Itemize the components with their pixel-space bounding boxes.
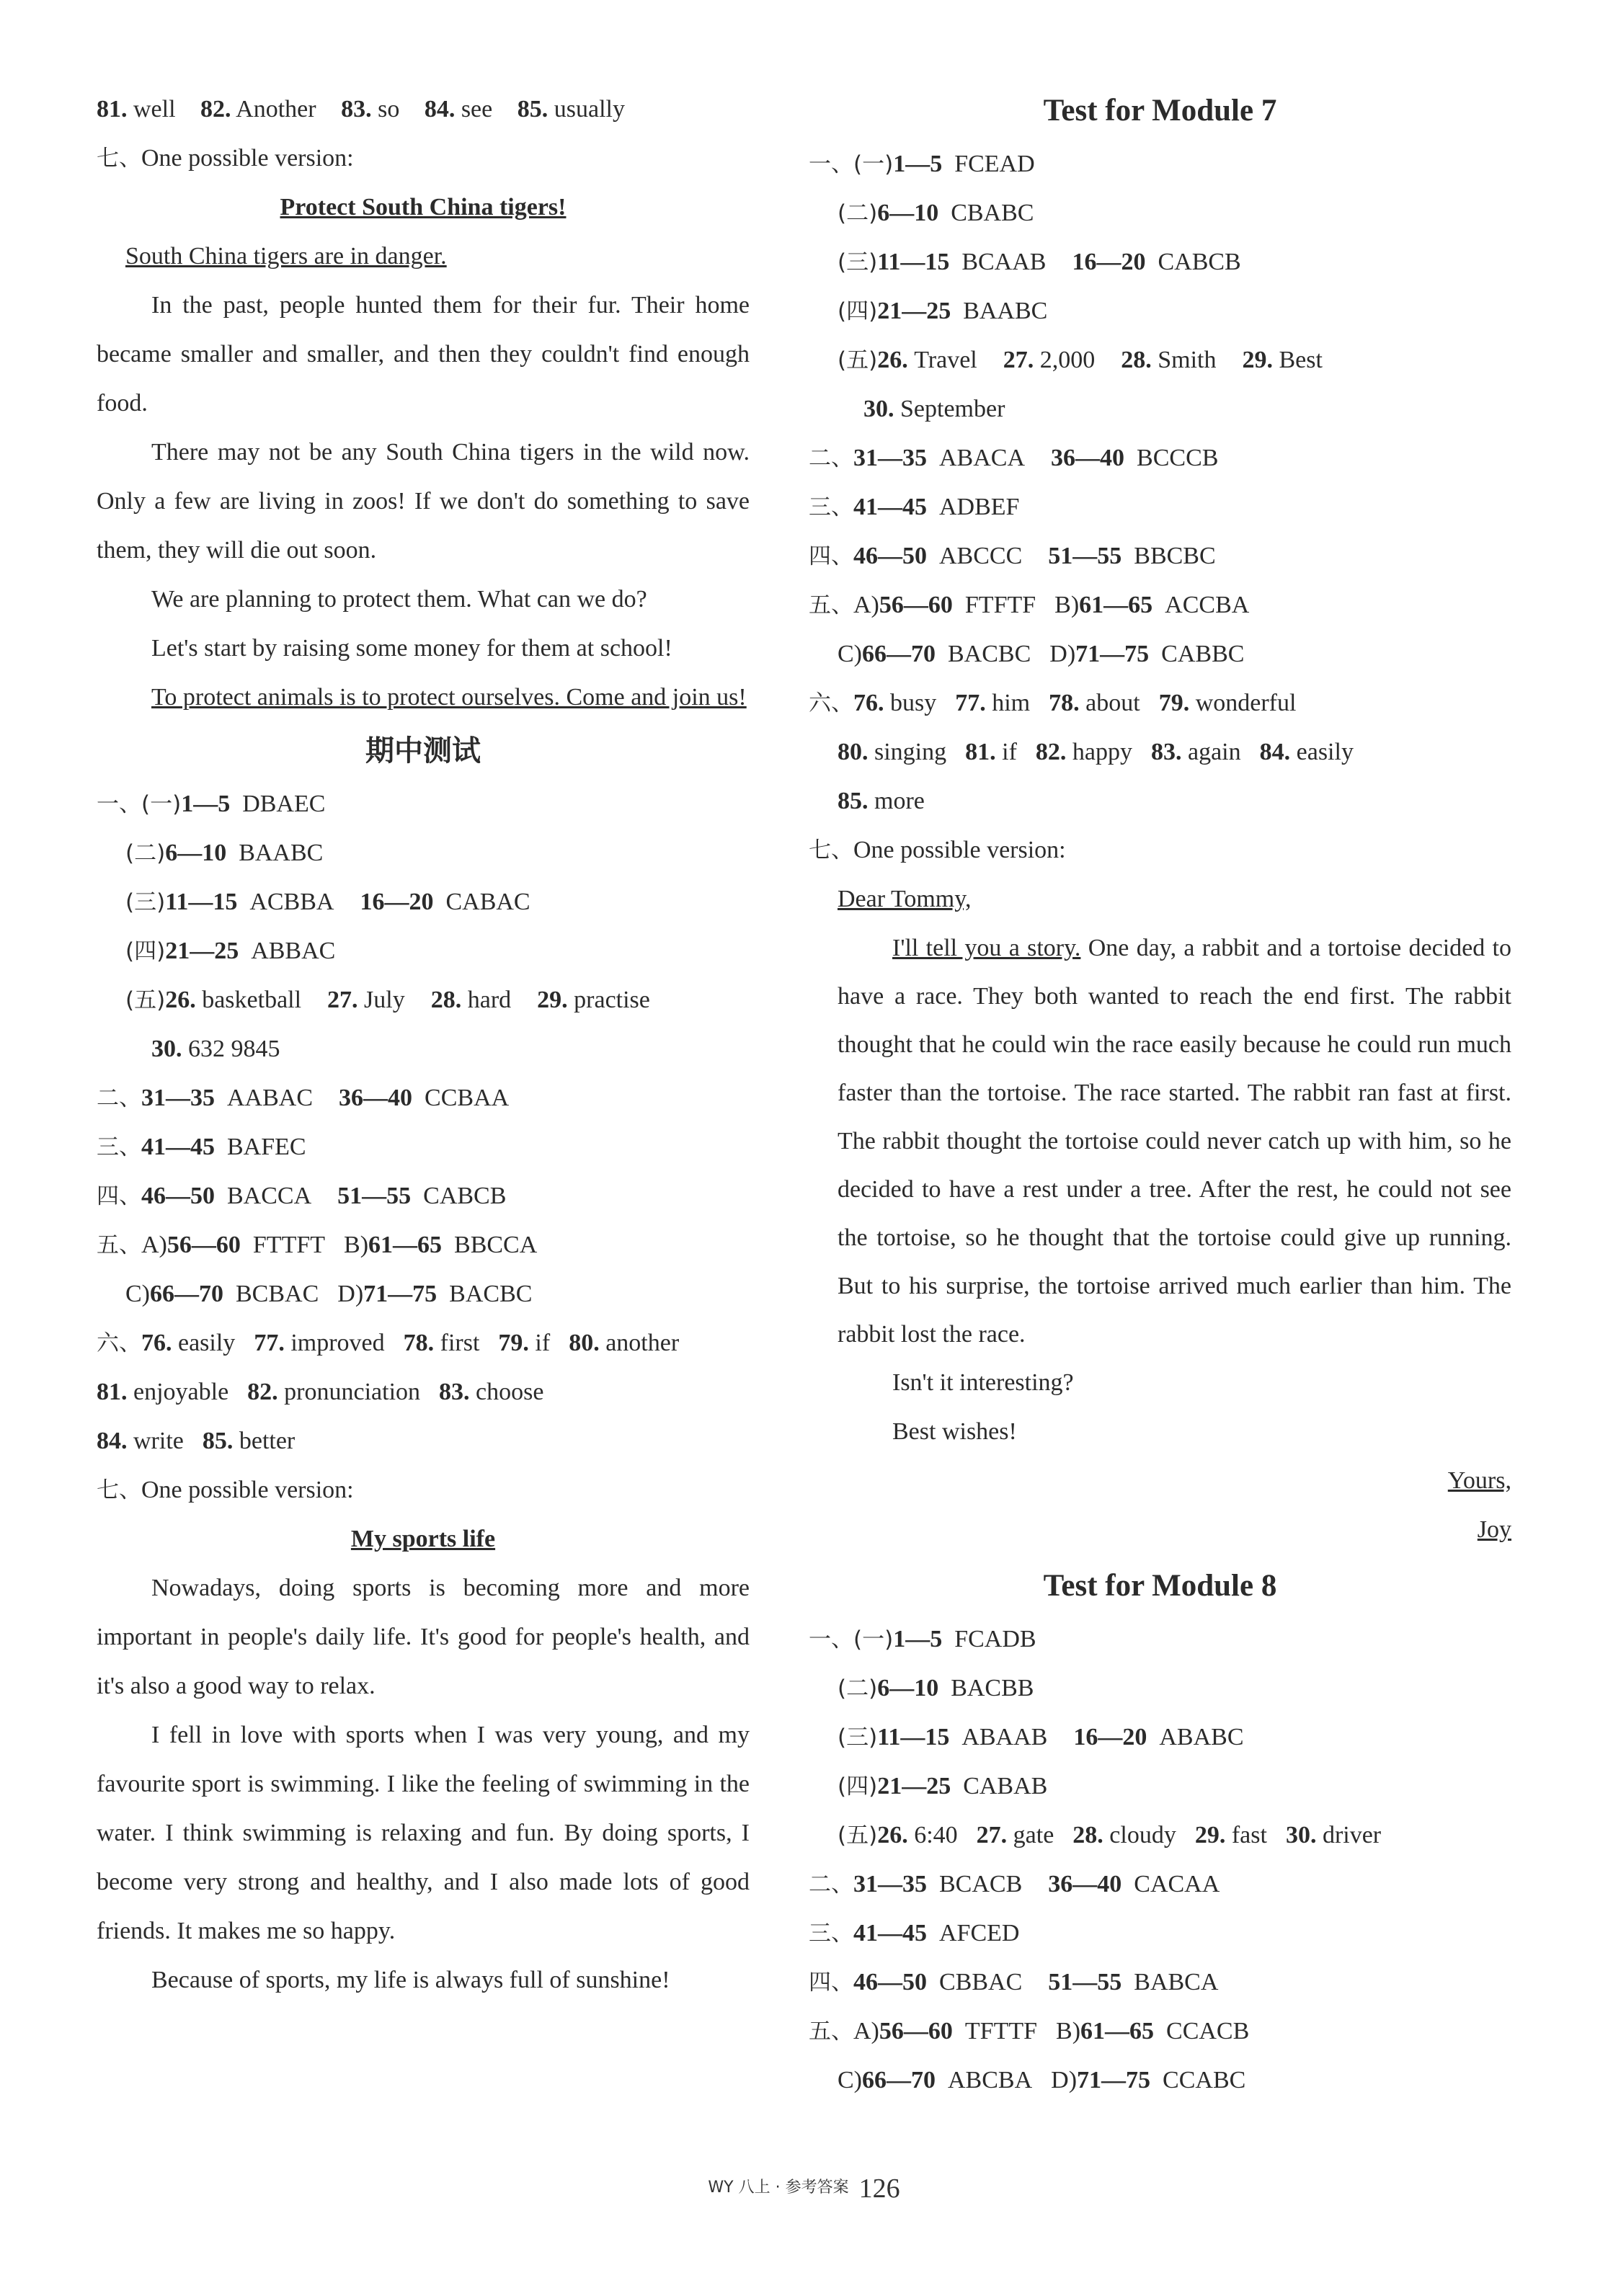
answer-row-81-85: 81. well 82. Another 83. so 84. see 85. usually (97, 96, 625, 123)
essay-paragraph: Let's start by raising some money for them at school! (151, 635, 672, 662)
answer-row: 三、41—45 ADBEF (809, 494, 1020, 520)
answer-row: 二、31—35 AABAC 36—40 CCBAA (97, 1085, 510, 1111)
answer-row: (二)6—10 BAABC (125, 840, 324, 866)
answer-row: 六、76. busy 77. him 78. about 79. wonderful (809, 690, 1297, 716)
answer-row: 四、46—50 ABCCC 51—55 BBCBC (809, 543, 1216, 569)
essay-paragraph: In the past, people hunted them for their fur. Their home became smaller and smaller, and then they couldn't find enough food. (97, 292, 750, 417)
module-8-title: Test for Module 8 (1043, 1569, 1277, 1603)
essay-paragraph: Nowadays, doing sports is becoming more and more important in people's daily life. It's good for people's health, and it's also a good way to relax. (97, 1575, 750, 1699)
essay-title: Protect South China tigers! (280, 194, 567, 221)
module-7-title: Test for Module 7 (1043, 94, 1277, 128)
midterm-title: 期中测试 (365, 734, 481, 767)
page-number: 126 (858, 2173, 900, 2204)
answer-row: (四)21—25 CABAB (838, 1773, 1048, 1799)
answer-row: 30. September (863, 396, 1005, 422)
answer-row: 一、(一)1—5 FCEAD (809, 151, 1035, 177)
essay-paragraph: South China tigers are in danger. (125, 243, 447, 270)
answer-row: 五、A)56—60 FTFTF B)61—65 ACCBA (809, 592, 1250, 618)
letter-paragraph: Isn't it interesting? (892, 1369, 1074, 1396)
answer-row: C)66—70 ABCBA D)71—75 CCABC (838, 2067, 1246, 2093)
answer-row: C)66—70 BACBC D)71—75 CABBC (838, 641, 1245, 667)
answer-row: 81. enjoyable 82. pronunciation 83. choose (97, 1379, 544, 1405)
section-7-heading: 七、One possible version: (97, 1477, 354, 1503)
answer-row: 四、46—50 BACCA 51—55 CABCB (97, 1183, 507, 1209)
answer-row: 三、41—45 AFCED (809, 1920, 1020, 1946)
footer-label: WY 八上 · 参考答案 (708, 2179, 849, 2197)
answer-row: (四)21—25 ABBAC (125, 938, 336, 964)
section-7-heading: 七、One possible version: (809, 837, 1066, 863)
answer-row: 30. 632 9845 (151, 1036, 280, 1062)
answer-row: 一、(一)1—5 FCADB (809, 1626, 1036, 1652)
answer-row: 80. singing 81. if 82. happy 83. again 84. easily (838, 739, 1354, 765)
essay-paragraph: Because of sports, my life is always full of sunshine! (151, 1967, 670, 1993)
page-footer (0, 2169, 1608, 2207)
essay-paragraph: We are planning to protect them. What can we do? (151, 586, 647, 613)
letter-paragraph: I'll tell you a story. One day, a rabbit and a tortoise decided to have a race. They both wanted to reach the end first. The rabbit thought that he could win the race easily because he could run much faster than the tortoise. The race started. The rabbit ran fast at first. The rabbit thought the tortoise could never catch up with him, so he decided to have a rest under a tree. After the rest, he could not see the tortoise, so he thought that the tortoise could give up running. But to his surprise, the tortoise arrived much earlier than him. The rabbit lost the race. (838, 935, 1511, 1348)
answer-row: 85. more (838, 788, 925, 814)
answer-row: 二、31—35 ABACA 36—40 BCCCB (809, 445, 1219, 471)
letter-closing: Yours, (1447, 1467, 1511, 1494)
essay-paragraph: I fell in love with sports when I was very young, and my favourite sport is swimming. I like the feeling of swimming in the water. I think swimming is relaxing and fun. By doing sports, I become very strong and healthy, and I also made lots of good friends. It makes me so happy. (97, 1722, 750, 1944)
right-column (809, 82, 1511, 2105)
letter-signature: Joy (1477, 1516, 1511, 1543)
answer-row: (三)11—15 ACBBA 16—20 CABAC (125, 889, 530, 915)
answer-row: 84. write 85. better (97, 1428, 296, 1454)
answer-row: (五)26. basketball 27. July 28. hard 29. practise (125, 987, 650, 1013)
answer-row: (三)11—15 ABAAB 16—20 ABABC (838, 1724, 1244, 1750)
answer-row: 五、A)56—60 TFTTF B)61—65 CCACB (809, 2018, 1250, 2044)
answer-row: 六、76. easily 77. improved 78. first 79. if 80. another (97, 1330, 680, 1356)
answer-row: 一、(一)1—5 DBAEC (97, 791, 326, 817)
essay-title: My sports life (350, 1526, 496, 1552)
answer-row: 五、A)56—60 FTTFT B)61—65 BBCCA (97, 1232, 538, 1258)
answer-row: C)66—70 BCBAC D)71—75 BACBC (125, 1281, 533, 1307)
letter-paragraph: Best wishes! (892, 1418, 1017, 1445)
answer-row: (四)21—25 BAABC (838, 298, 1048, 324)
answer-row: (五)26. Travel 27. 2,000 28. Smith 29. Best (838, 347, 1323, 373)
answer-row: (二)6—10 CBABC (838, 200, 1034, 226)
letter-greeting: Dear Tommy, (838, 886, 972, 912)
answer-row: (二)6—10 BACBB (838, 1675, 1034, 1701)
answer-row: 四、46—50 CBBAC 51—55 BABCA (809, 1969, 1219, 1995)
left-column (97, 85, 750, 2005)
essay-paragraph: There may not be any South China tigers in the wild now. Only a few are living in zoos! If we don't do something to save them, they will die out soon. (97, 439, 750, 564)
section-7-heading: 七、One possible version: (97, 145, 354, 172)
answer-row: 三、41—45 BAFEC (97, 1134, 306, 1160)
answer-row: 二、31—35 BCACB 36—40 CACAA (809, 1871, 1220, 1897)
answer-row: (三)11—15 BCAAB 16—20 CABCB (838, 249, 1241, 275)
essay-paragraph: To protect animals is to protect ourselves. Come and join us! (151, 684, 747, 711)
answer-row: (五)26. 6:40 27. gate 28. cloudy 29. fast 30. driver (838, 1822, 1382, 1848)
